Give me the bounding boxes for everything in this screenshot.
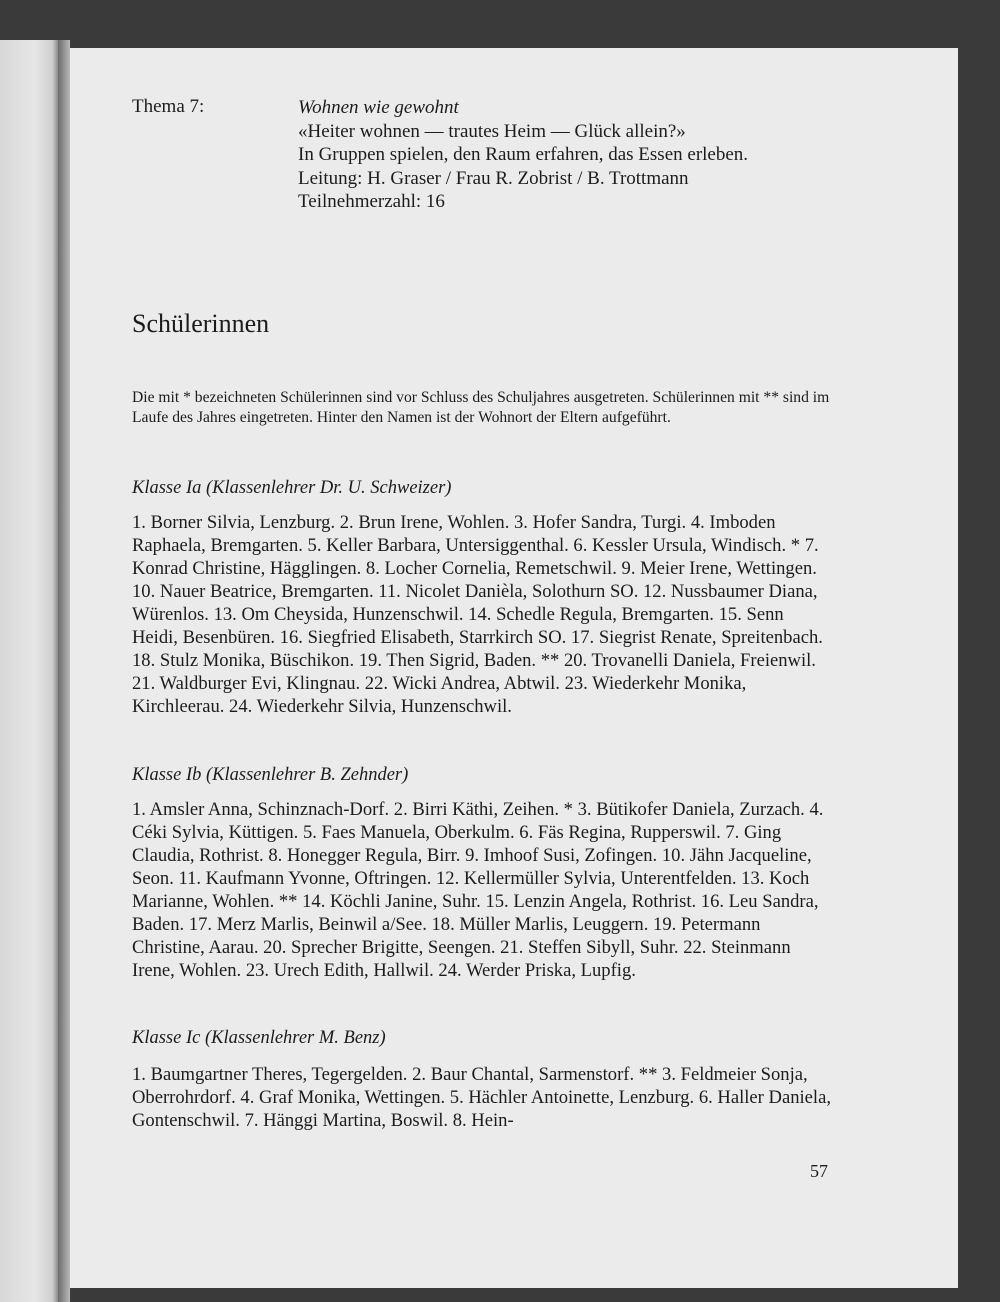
left-page-edge [0,40,58,1302]
thema-subtitle: «Heiter wohnen — trautes Heim — Glück allein?» [298,120,686,142]
class-heading-ic: Klasse Ic (Klassenlehrer M. Benz) [132,1028,386,1048]
thema-title: Wohnen wie gewohnt [298,97,459,118]
section-intro: Die mit * bezeichneten Schülerinnen sind vor Schluss des Schuljahres ausgetreten. Schülerinnen mit ** sind im Laufe des Jahres eingetreten. Hinter den Namen ist der Wohnort der Eltern aufgeführt. [132,389,830,426]
thema-block [298,96,858,214]
class-heading-ia: Klasse Ia (Klassenlehrer Dr. U. Schweizer) [132,478,452,498]
class-students-ic: 1. Baumgartner Theres, Tegergelden. 2. Baur Chantal, Sarmenstorf. ** 3. Feldmeier Sonja, Oberrohrdorf. 4. Graf Monika, Wettingen. 5. Hächler Antoinette, Lenzburg. 6. Haller Daniela, Gontenschwil. 7. Hänggi Martina, Boswil. 8. Hein- [132,1064,831,1131]
book-gutter [58,40,70,1302]
class-students-ia: 1. Borner Silvia, Lenzburg. 2. Brun Irene, Wohlen. 3. Hofer Sandra, Turgi. 4. Imboden Raphaela, Bremgarten. 5. Keller Barbara, Untersiggenthal. 6. Kessler Ursula, Windisch. * 7. Konrad Christine, Hägglingen. 8. Locher Cornelia, Remetschwil. 9. Meier Irene, Wettingen. 10. Nauer Beatrice, Bremgarten. 11. Nicolet Danièla, Solothurn SO. 12. Nussbaumer Diana, Würenlos. 13. Om Cheysida, Hunzenschwil. 14. Schedle Regula, Bremgarten. 15. Senn Heidi, Besenbüren. 16. Siegfried Elisabeth, Starrkirch SO. 17. Siegrist Renate, Spreitenbach. 18. Stulz Monika, Büschikon. 19. Then Sigrid, Baden. ** 20. Trovanelli Daniela, Freienwil. 21. Waldburger Evi, Klingnau. 22. Wicki Andrea, Abtwil. 23. Wiederkehr Monika, Kirchleerau. 24. Wiederkehr Silvia, Hunzenschwil. [132,512,823,717]
class-heading-ib: Klasse Ib (Klassenlehrer B. Zehnder) [132,765,409,785]
thema-description: In Gruppen spielen, den Raum erfahren, das Essen erleben. [298,144,749,165]
thema-label: Thema 7: [132,96,205,117]
page-number: 57 [810,1161,828,1181]
section-title: Schülerinnen [132,309,270,338]
thema-teilnehmer: Teilnehmerzahl: 16 [298,191,445,212]
thema-leitung: Leitung: H. Graser / Frau R. Zobrist / B. Trottmann [298,167,689,189]
class-students-ib: 1. Amsler Anna, Schinznach-Dorf. 2. Birri Käthi, Zeihen. * 3. Bütikofer Daniela, Zurzach. 4. Céki Sylvia, Küttigen. 5. Faes Manuela, Oberkulm. 6. Fäs Regina, Rupperswil. 7. Ging Claudia, Rothrist. 8. Honegger Regula, Birr. 9. Imhoof Susi, Zofingen. 10. Jähn Jacqueline, Seon. 11. Kaufmann Yvonne, Oftringen. 12. Kellermüller Sylvia, Unterentfelden. 13. Koch Marianne, Wohlen. ** 14. Köchli Janine, Suhr. 15. Lenzin Angela, Rothrist. 16. Leu Sandra, Baden. 17. Merz Marlis, Beinwil a/See. 18. Müller Marlis, Leuggern. 19. Petermann Christine, Aarau. 20. Sprecher Brigitte, Seengen. 21. Steffen Sibyll, Suhr. 22. Steinmann Irene, Wohlen. 23. Urech Edith, Hallwil. 24. Werder Priska, Lupfig. [132,799,824,981]
